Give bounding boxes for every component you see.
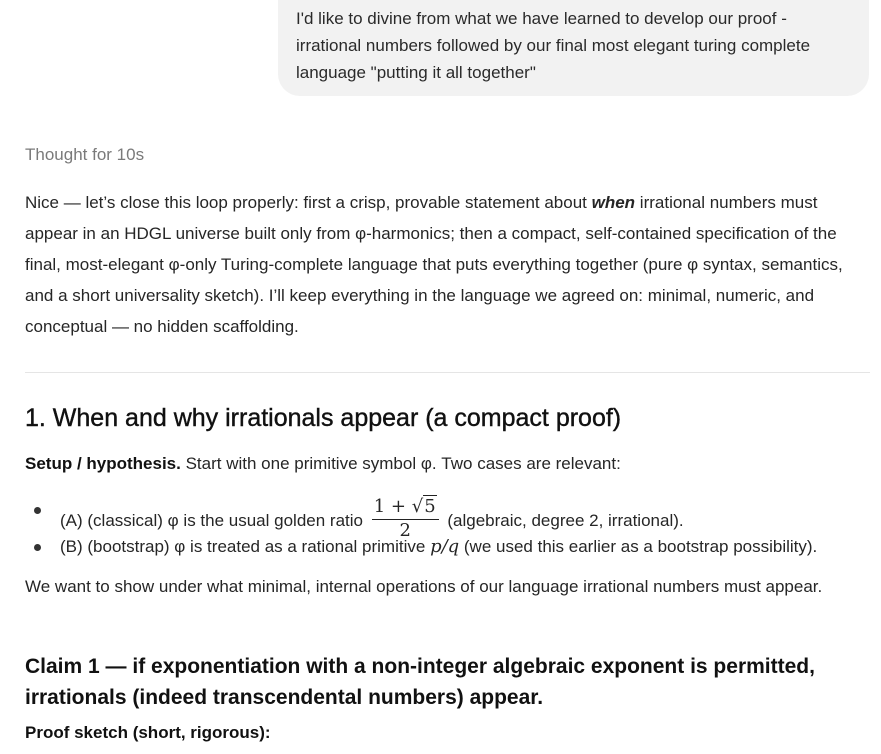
intro-text: irrational numbers must appear in an HDGL universe built only from φ-harmonics; then a compact, self-contained specification of the final, most-elegant φ-only Turing-complete language that puts everything together (pure φ syntax, semantics, and a short universality sketch). I’ll keep everything in the language we agreed on: minimal, numeric, and conceptual — no hidden scaffolding. — [25, 193, 843, 336]
fraction-numerator: 1 + — [373, 496, 412, 517]
list-item-text-pre: (B) (bootstrap) φ is treated as a rational primitive — [60, 537, 431, 556]
user-message-line: irrational numbers followed by our final most elegant turing complete — [296, 36, 811, 55]
bullet-dot — [34, 544, 41, 551]
setup-label: Setup / hypothesis. — [25, 454, 181, 473]
math-p-over-q: p/q — [430, 536, 460, 557]
list-item-text-post: (algebraic, degree 2, irrational). — [447, 510, 684, 530]
list-item-text-post: (we used this earlier as a bootstrap possibility). — [459, 537, 818, 556]
intro-paragraph — [25, 187, 871, 342]
bullet-dot — [34, 507, 41, 514]
goal-paragraph: We want to show under what minimal, internal operations of our language irrational numbers must appear. — [25, 577, 823, 596]
intro-text: Nice — let’s close this loop properly: first a crisp, provable statement about — [25, 193, 592, 212]
list-item-text — [60, 535, 817, 559]
list-item-text-pre: (A) (classical) φ is the usual golden ratio — [60, 510, 363, 530]
fraction-denominator: 2 — [372, 519, 439, 542]
setup-paragraph — [25, 451, 621, 477]
intro-emphasis: when — [591, 193, 636, 212]
user-message-line: I'd like to divine from what we have learned to develop our proof - — [296, 9, 787, 28]
thought-duration-toggle[interactable]: Thought for 10s — [25, 145, 145, 164]
user-message-line: language "putting it all together" — [296, 63, 536, 82]
sqrt-radicand: 5 — [424, 496, 436, 517]
section-heading: 1. When and why irrationals appear (a compact proof) — [25, 404, 622, 432]
golden-ratio-fraction: $\frac{1 + √5}{2}$ — [372, 495, 439, 542]
user-message-bubble — [278, 0, 869, 96]
section-divider — [25, 372, 870, 373]
proof-label: Proof sketch (short, rigorous): — [25, 723, 271, 742]
claim-heading: Claim 1 — if exponentiation with a non-integer algebraic exponent is permitted, irrationals (indeed transcendental numbers) appear. — [25, 655, 815, 709]
setup-text: Start with one primitive symbol φ. Two cases are relevant: — [180, 454, 621, 473]
